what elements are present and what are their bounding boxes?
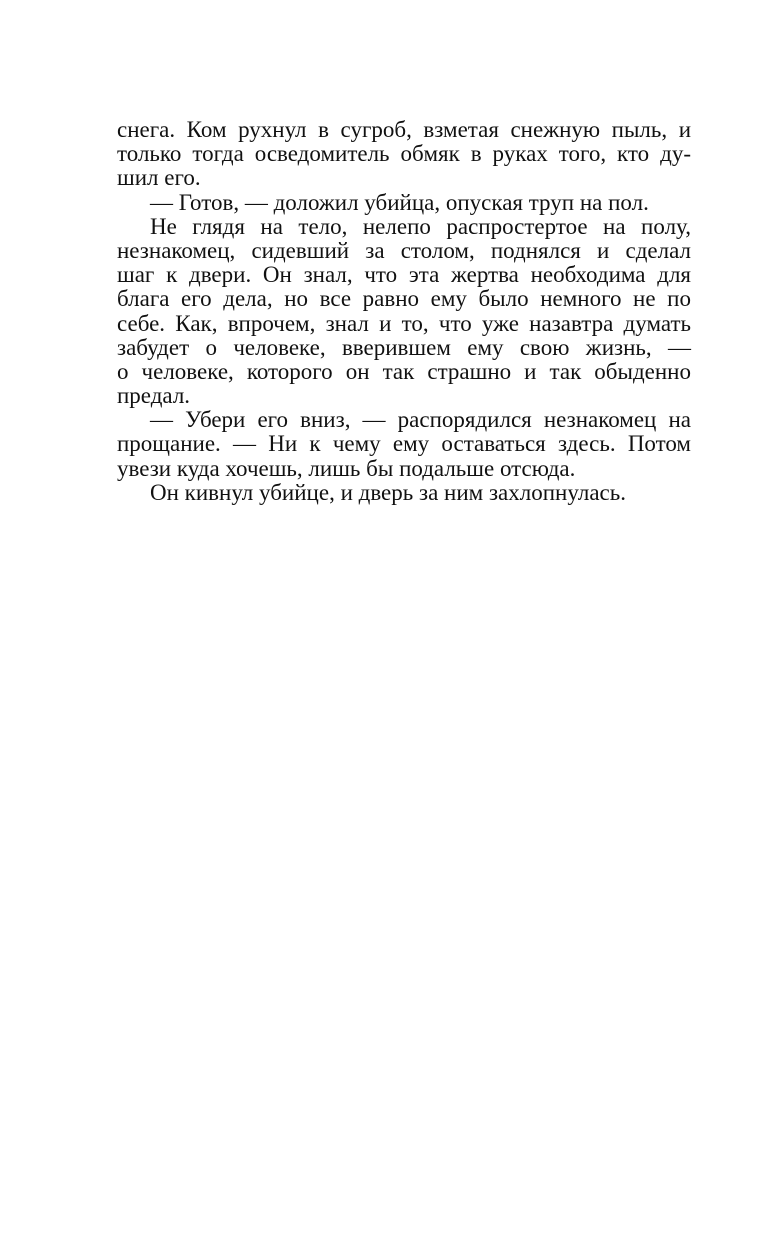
text-line-14: прощание. — Ни к чему ему оставаться здесь. Потом — [117, 431, 691, 457]
text-line-13: — Убери его вниз, — распорядился незнакомец на — [150, 407, 691, 433]
text-line-2: только тогда осведомитель обмяк в руках того, кто ду- — [117, 141, 691, 167]
text-line-16: Он кивнул убийце, и дверь за ним захлопнулась. — [150, 479, 626, 505]
text-line-5: Не глядя на тело, нелепо распростертое на полу, — [150, 213, 691, 239]
text-line-4: — Готов, — доложил убийца, опуская труп на пол. — [150, 189, 649, 215]
text-line-7: шаг к двери. Он знал, что эта жертва необходима для — [117, 262, 691, 288]
text-line-1: снега. Ком рухнул в сугроб, взметая снежную пыль, и — [117, 117, 691, 142]
text-line-8: блага его дела, но все равно ему было немного не по — [117, 286, 691, 312]
page-text-block — [117, 118, 691, 505]
text-line-6: незнакомец, сидевший за столом, поднялся и сделал — [117, 237, 691, 263]
text-line-11: о человеке, которого он так страшно и так обыденно — [117, 358, 691, 384]
text-line-9: себе. Как, впрочем, знал и то, что уже назавтра думать — [117, 310, 691, 336]
text-line-15: увези куда хочешь, лишь бы подальше отсюда. — [117, 455, 576, 481]
text-line-12: предал. — [117, 383, 191, 409]
text-line-3: шил его. — [117, 165, 201, 191]
text-line-10: забудет о человеке, вверившем ему свою жизнь, — — [117, 334, 691, 360]
